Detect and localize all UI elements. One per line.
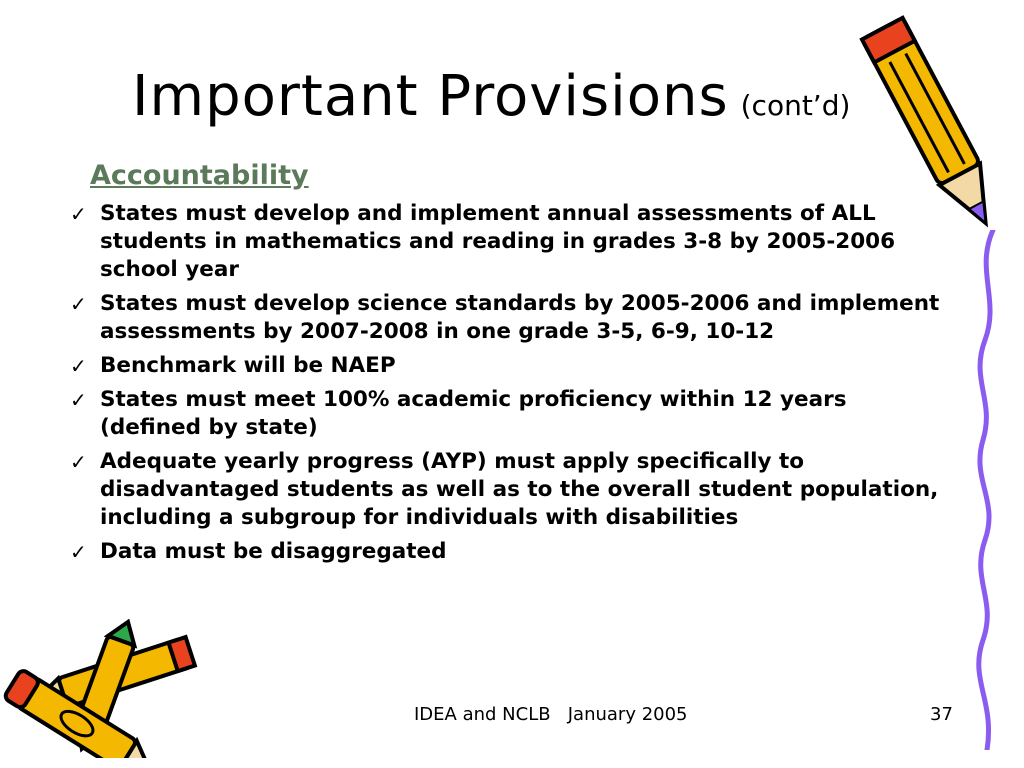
bullet-text: Benchmark will be NAEP — [100, 353, 396, 378]
checkmark-icon: ✓ — [70, 202, 87, 226]
checkmark-icon: ✓ — [70, 354, 87, 378]
title-main: Important Provisions — [132, 64, 729, 129]
checkmark-icon: ✓ — [70, 540, 87, 564]
bullet-text: Adequate yearly progress (AYP) must apply specifically to disadvantaged students as well as to the overall student population, including a subgroup for individuals with disabilities — [100, 449, 939, 530]
bullet-text: States must meet 100% academic proficiency within 12 years (defined by state) — [100, 387, 847, 440]
bullet-item — [62, 448, 952, 532]
slide-number: 37 — [930, 704, 953, 725]
footer-text: IDEA and NCLB January 2005 — [414, 704, 688, 725]
pencils-clipart-icon — [0, 618, 210, 758]
squiggle-line-icon — [965, 230, 1005, 750]
bullet-text: Data must be disaggregated — [100, 539, 447, 564]
slide-title — [132, 64, 850, 129]
bullet-text: States must develop and implement annual assessments of ALL students in mathematics and reading in grades 3-8 by 2005-2006 school year — [100, 201, 896, 282]
title-suffix: (cont’d) — [740, 89, 851, 122]
checkmark-icon: ✓ — [70, 450, 87, 474]
checkmark-icon: ✓ — [70, 292, 87, 316]
bullet-item — [62, 352, 952, 380]
bullet-item — [62, 200, 952, 284]
bullet-text: States must develop science standards by 2005-2006 and implement assessments by 2007-2008 in one grade 3-5, 6-9, 10-12 — [100, 291, 940, 344]
checkmark-icon: ✓ — [70, 388, 87, 412]
pencil-icon — [858, 4, 1008, 249]
bullet-item — [62, 386, 952, 442]
bullet-list — [62, 200, 952, 572]
section-heading: Accountability — [90, 160, 309, 191]
bullet-item — [62, 538, 952, 566]
bullet-item — [62, 290, 952, 346]
